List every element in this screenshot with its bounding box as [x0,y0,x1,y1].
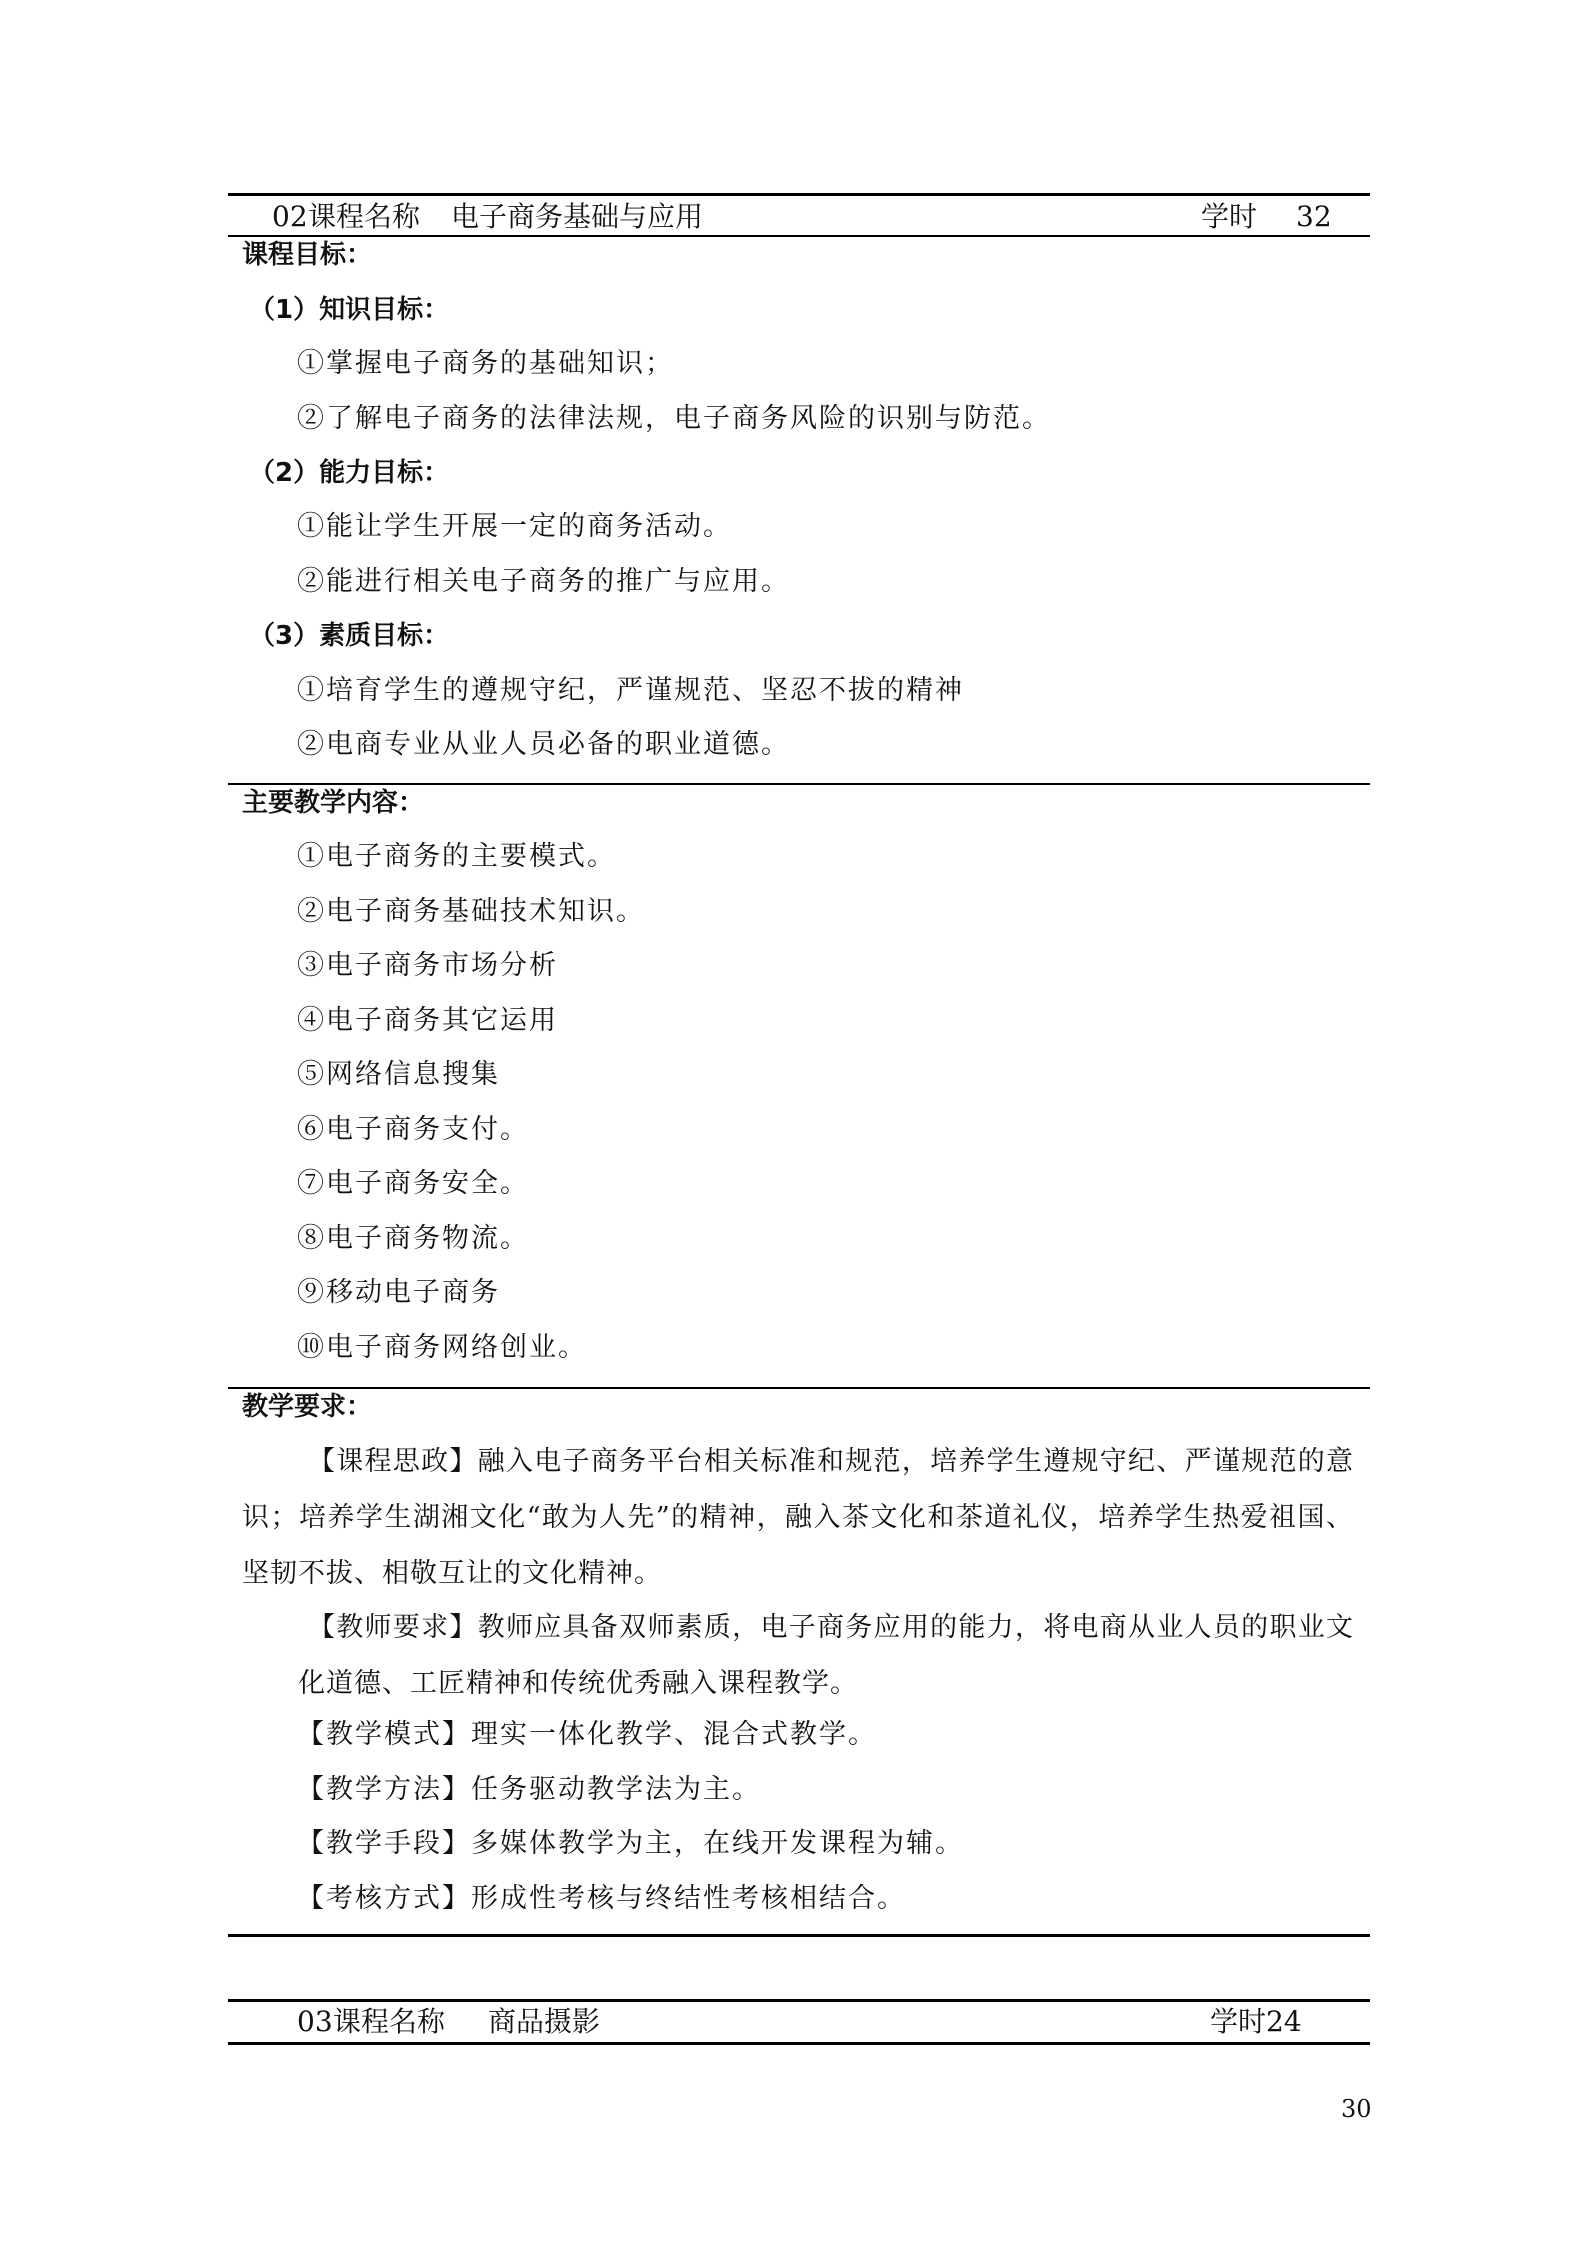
course02-hours-label: 学时 [1201,200,1258,233]
course03-label: 课程名称 [333,2005,446,2038]
content-item-6: ⑥电子商务支付。 [297,1114,529,1145]
content-item-3: ③电子商务市场分析 [297,950,558,981]
ability-item-2: ②能进行相关电子商务的推广与应用。 [297,566,790,597]
content-item-1: ①电子商务的主要模式。 [297,841,616,872]
requirement-ideology: 【课程思政】融入电子商务平台相关标准和规范，培养学生遵规守纪、严谨规范的意识；培养学生湖湘文化“敢为人先”的精神，融入茶文化和茶道礼仪，培养学生热爱祖国、坚韧不拔、相敬互让的文化精神。 [242,1446,1354,1589]
course02-name: 电子商务基础与应用 [451,200,704,233]
course03-name: 商品摄影 [488,2005,601,2038]
course02-header-rule [228,235,1370,237]
requirement-assessment: 【考核方式】形成性考核与终结性考核相结合。 [297,1883,906,1914]
requirements-title: 教学要求： [242,1392,373,1422]
content-item-10: ⑩电子商务网络创业。 [297,1332,587,1363]
quality-item-1: ①培育学生的遵规守纪，严谨规范、坚忍不拔的精神 [297,675,964,706]
requirement-mode: 【教学模式】理实一体化教学、混合式教学。 [297,1719,877,1750]
course03-hours-value: 24 [1266,2005,1302,2038]
knowledge-item-2: ②了解电子商务的法律法规，电子商务风险的识别与防范。 [297,403,1051,434]
quality-objectives-title: （3）素质目标： [249,621,450,651]
objectives-title: 课程目标： [242,240,373,270]
quality-item-2: ②电商专业从业人员必备的职业道德。 [297,729,790,760]
content-section-rule [228,1387,1370,1389]
course03-hours-label: 学时 [1210,2005,1267,2038]
course03-code: 03 [297,2005,333,2038]
course02-hours-value: 32 [1296,200,1332,233]
content-item-4: ④电子商务其它运用 [297,1005,558,1036]
content-item-5: ⑤网络信息搜集 [297,1059,500,1090]
content-title: 主要教学内容： [242,788,425,818]
ability-item-1: ①能让学生开展一定的商务活动。 [297,511,732,542]
content-item-7: ⑦电子商务安全。 [297,1168,529,1199]
knowledge-item-1: ①掌握电子商务的基础知识； [297,348,674,379]
course03-header-rule [228,2042,1370,2045]
course02-code: 02 [272,200,308,233]
objectives-section-rule [228,783,1370,785]
requirement-means: 【教学手段】多媒体教学为主，在线开发课程为辅。 [297,1828,964,1859]
requirement-method: 【教学方法】任务驱动教学法为主。 [297,1774,761,1805]
course02-label: 课程名称 [308,200,421,233]
course03-top-rule [228,1999,1370,2002]
content-item-8: ⑧电子商务物流。 [297,1223,529,1254]
course02-bottom-rule [228,1934,1370,1937]
page-number: 30 [1341,2095,1372,2123]
ability-objectives-title: （2）能力目标： [249,458,450,488]
requirement-teacher: 【教师要求】教师应具备双师素质，电子商务应用的能力，将电商从业人员的职业文化道德、工匠精神和传统优秀融入课程教学。 [298,1612,1354,1699]
content-item-2: ②电子商务基础技术知识。 [297,896,645,927]
content-item-9: ⑨移动电子商务 [297,1277,500,1308]
knowledge-objectives-title: （1）知识目标： [249,295,450,325]
course02-top-rule [228,193,1370,196]
